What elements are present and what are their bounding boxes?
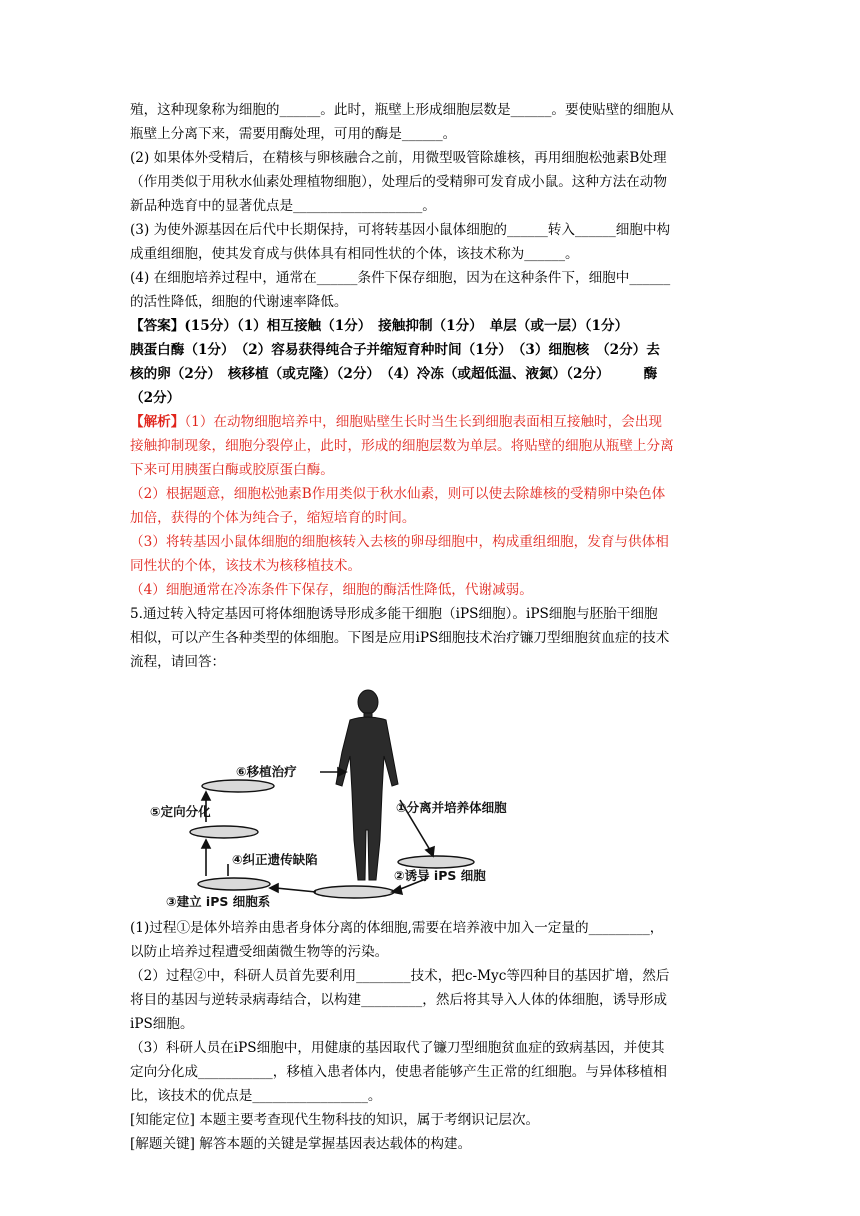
human-body-icon bbox=[336, 690, 398, 880]
text-line: 瓶壁上分离下来，需要用酶处理，可用的酶是______。 bbox=[130, 126, 457, 142]
step-6-label: ⑥移植治疗 bbox=[236, 764, 297, 779]
question-line: 5.通过转入特定基因可将体细胞诱导形成多能干细胞（iPS细胞）。iPS细胞与胚胎干细胞 bbox=[130, 606, 658, 622]
answer-line: 胰蛋白酶（1分） （2）容易获得纯合子并缩短育种时间（1分） （3）细胞核 （2分）去 bbox=[130, 342, 660, 358]
document-page bbox=[130, 98, 730, 1156]
question-line: (1)过程①是体外培养由患者身体分离的体细胞,需要在培养液中加入一定量的_________， bbox=[130, 920, 664, 936]
step-2-label: ②诱导 iPS 细胞 bbox=[394, 868, 486, 883]
analysis-line: （4）细胞通常在冷冻条件下保存，细胞的酶活性降低，代谢减弱。 bbox=[130, 582, 533, 598]
text-line: （作用类似于用秋水仙素处理植物细胞），处理后的受精卵可发育成小鼠。这种方法在动物 bbox=[130, 174, 667, 190]
text-line: 殖，这种现象称为细胞的______。此时，瓶壁上形成细胞层数是______。要使贴壁的细胞从 bbox=[130, 102, 674, 118]
question-line: （2）过程②中，科研人员首先要利用________技术，把c-Myc等四种目的基因扩增，然后 bbox=[130, 968, 670, 984]
analysis-line: （3）将转基因小鼠体细胞的细胞核转入去核的卵母细胞中，构成重组细胞，发育与供体相 bbox=[130, 534, 669, 550]
analysis-line bbox=[130, 410, 730, 434]
step-1-label: ①分离并培养体细胞 bbox=[396, 800, 507, 815]
answer-line bbox=[130, 314, 730, 338]
analysis-label: 【解析】 bbox=[130, 414, 185, 430]
analysis-line: 下来可用胰蛋白酶或胶原蛋白酶。 bbox=[130, 462, 334, 478]
question-line: 将目的基因与逆转录病毒结合，以构建_________，然后将其导入人体的体细胞，诱导形成 bbox=[130, 992, 667, 1008]
answer-line: （2分） bbox=[130, 390, 181, 406]
question-line: （3）科研人员在iPS细胞中，用健康的基因取代了镰刀型细胞贫血症的致病基因，并使其 bbox=[130, 1040, 665, 1056]
question-line: 以防止培养过程遭受细菌微生物等的污染。 bbox=[130, 944, 389, 960]
answer-label: 【答案】 bbox=[130, 318, 185, 334]
question-line: 相似，可以产生各种类型的体细胞。下图是应用iPS细胞技术治疗镰刀型细胞贫血症的技术 bbox=[130, 630, 670, 646]
analysis-text: （1）在动物细胞培养中，细胞贴壁生长时当生长到细胞表面相互接触时，会出现 bbox=[184, 414, 663, 430]
analysis-line: 加倍，获得的个体为纯合子，缩短培育的时间。 bbox=[130, 510, 416, 526]
analysis-line: 同性状的个体，该技术为核移植技术。 bbox=[130, 558, 362, 574]
question-line: 比，该技术的优点是_________________。 bbox=[130, 1088, 382, 1104]
answer-text: (15分）（1）相互接触（1分） 接触抑制（1分） 单层（或一层）（1分） bbox=[184, 318, 629, 334]
text-line: (4) 在细胞培养过程中，通常在______条件下保存细胞，因为在这种条件下，细胞中______ bbox=[130, 270, 671, 286]
answer-line: 核的卵（2分） 核移植（或克隆）（2分） （4）冷冻（或超低温、液氮）（2分） 酶 bbox=[130, 366, 658, 382]
analysis-line: （2）根据题意，细胞松弛素B作用类似于秋水仙素，则可以使去除雄核的受精卵中染色体 bbox=[130, 486, 666, 502]
text-line: (3) 为使外源基因在后代中长期保持，可将转基因小鼠体细胞的______转入______细胞中构 bbox=[130, 222, 671, 238]
text-line: 新品种选育中的显著优点是___________________。 bbox=[130, 198, 436, 214]
step-4-label: ④纠正遗传缺陷 bbox=[232, 852, 318, 867]
solution-key: [解题关键] 解答本题的关键是掌握基因表达载体的构建。 bbox=[130, 1136, 472, 1152]
step-3-label: ③建立 iPS 细胞系 bbox=[166, 894, 271, 909]
step-5-label: ⑤定向分化 bbox=[150, 804, 211, 819]
knowledge-point: [知能定位] 本题主要考查现代生物科技的知识，属于考纲识记层次。 bbox=[130, 1112, 540, 1128]
analysis-line: 接触抑制现象，细胞分裂停止，此时，形成的细胞层数为单层。将贴壁的细胞从瓶壁上分离 bbox=[130, 438, 674, 454]
text-line: 成重组细胞，使其发育成与供体具有相同性状的个体，该技术称为______。 bbox=[130, 246, 579, 262]
ips-flow-figure bbox=[136, 680, 516, 912]
question-line: iPS细胞。 bbox=[130, 1016, 194, 1032]
question-line: 流程，请回答： bbox=[130, 654, 226, 670]
text-line: (2) 如果体外受精后，在精核与卵核融合之前，用微型吸管除雄核，再用细胞松弛素B处理 bbox=[130, 150, 667, 166]
text-line: 的活性降低，细胞的代谢速率降低。 bbox=[130, 294, 348, 310]
question-line: 定向分化成___________，移植入患者体内，使患者能够产生正常的红细胞。与异体移植相 bbox=[130, 1064, 667, 1080]
